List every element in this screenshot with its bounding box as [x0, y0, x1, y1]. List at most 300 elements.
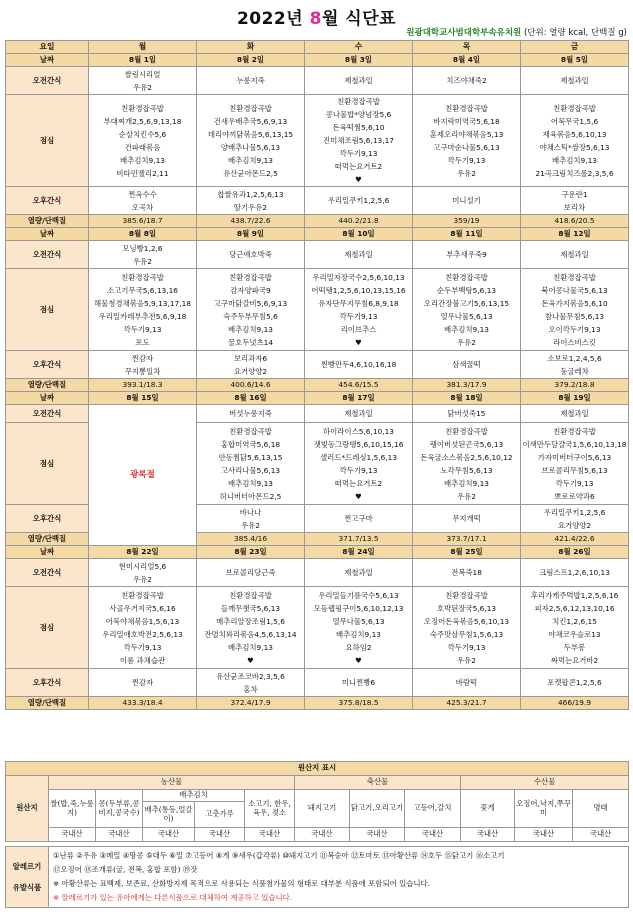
- am-snack-row: [6, 241, 629, 269]
- pm-snack-row: [6, 669, 629, 697]
- menu-item: 제철과일: [560, 76, 589, 85]
- menu-item: 제철과일: [344, 568, 373, 577]
- menu-item: 야채코우슬로13: [548, 629, 601, 639]
- menu-item: 우유2: [133, 574, 152, 584]
- menu-item: 양배추나물5,6,13: [220, 142, 281, 152]
- lunch-cell: [305, 423, 413, 505]
- calorie-row: [6, 215, 629, 228]
- origin-title: 원산지 표시: [6, 762, 629, 776]
- allergy-warning: ※ 알레르기가 있는 유아에게는 다른식품으로 대체하여 제공하고 있습니다.: [53, 893, 293, 902]
- menu-item: 찐옥수수: [128, 189, 157, 199]
- pm-snack-cell: [521, 187, 629, 215]
- menu-item: 순두부백탕5,6,13: [436, 285, 497, 295]
- calorie-cell: 418.6/20.5: [521, 215, 629, 228]
- pm-snack-cell: [305, 351, 413, 379]
- am-snack-cell: [413, 67, 521, 95]
- menu-item: 현미시리얼5,6: [118, 561, 167, 571]
- calorie-cell: 372.4/17.9: [197, 697, 305, 710]
- menu-item: 전복죽18: [451, 568, 482, 577]
- menu-item: 우유2: [457, 168, 476, 178]
- origin-value: 국내산: [350, 828, 405, 842]
- menu-item: 포켓팝콘1,2,5,6: [547, 678, 602, 687]
- menu-item: 딸기우유2: [233, 202, 268, 212]
- pm-snack-cell: [413, 187, 521, 215]
- origin-item-squid: 오징어,낙지,쭈꾸미: [515, 790, 573, 828]
- menu-item: 이색만두달걀국1,5,6,10,13,18: [522, 439, 627, 449]
- menu-item: 치킨1,2,6,15: [552, 616, 597, 626]
- menu-item: 고사리나물5,6,13: [220, 465, 281, 475]
- origin-label: 원산지: [6, 776, 49, 842]
- pm-snack-cell: [197, 351, 305, 379]
- pm-snack-cell: [413, 351, 521, 379]
- menu-item: 소보로1,2,4,5,6: [547, 353, 602, 363]
- allergy-label: [6, 847, 49, 908]
- date-row: [6, 228, 629, 241]
- menu-item: 숙주맛살무침1,5,6,13: [429, 629, 504, 639]
- menu-item: 돈육떡찜5,6,10: [332, 123, 385, 132]
- menu-item: 제철과일: [560, 409, 589, 418]
- menu-item: 데리야끼닭볶음5,6,13,15: [207, 129, 294, 139]
- menu-item: 후리가케주먹밥1,2,5,6,16: [530, 590, 619, 600]
- am-snack-row: [6, 559, 629, 587]
- allergy-content: [49, 847, 629, 908]
- pm-snack-cell: [305, 669, 413, 697]
- menu-item: 배추김치9,13: [443, 478, 489, 488]
- menu-item: 잿빛동그랑땡5,6,10,15,16: [313, 439, 404, 449]
- lunch-cell: [305, 95, 413, 187]
- menu-item: 깍두기9,13: [339, 465, 378, 475]
- am-snack-cell: [305, 67, 413, 95]
- date-cell: 8월 11일: [413, 228, 521, 241]
- menu-item: 깍두기9,13: [123, 642, 162, 652]
- menu-item: 유산균조코바2,3,5,6: [216, 671, 285, 681]
- calorie-cell: 371.7/13.5: [305, 533, 413, 546]
- menu-item: 찐고구마: [344, 514, 373, 523]
- lunch-cell: [197, 423, 305, 505]
- date-cell: 8월 16일: [197, 392, 305, 405]
- menu-item: 깍두기9,13: [123, 324, 162, 334]
- pm-snack-cell: [305, 505, 413, 533]
- am-snack-cell: [521, 241, 629, 269]
- date-cell: 8월 12일: [521, 228, 629, 241]
- allergy-label-line1: 알레르기: [12, 862, 42, 871]
- menu-item: 제철과일: [344, 250, 373, 259]
- pm-snack-cell: [413, 505, 521, 533]
- menu-item: 찹쌀유과1,2,5,6,13: [217, 189, 284, 199]
- origin-table: [5, 761, 629, 842]
- menu-item: 리이브추스: [340, 324, 377, 334]
- lunch-label: 점심: [6, 269, 89, 351]
- day-header: 화: [197, 41, 305, 54]
- am-snack-row: [6, 405, 629, 423]
- lunch-row: [6, 269, 629, 351]
- calorie-cell: 454.6/15.5: [305, 379, 413, 392]
- menu-item: 비타민젤리2,11: [116, 168, 169, 178]
- menu-item: 친환경잡곡밥: [445, 103, 488, 113]
- menu-item: 오곡차: [131, 202, 154, 212]
- lunch-row: [6, 95, 629, 187]
- lunch-cell: [521, 269, 629, 351]
- origin-value: 국내산: [245, 828, 295, 842]
- menu-item: 홍합미역국5,6,18: [220, 439, 281, 449]
- menu-item: 우유2: [133, 82, 152, 92]
- menu-item: 우유2: [457, 337, 476, 347]
- am-snack-cell: [197, 241, 305, 269]
- menu-item: 해물청경채볶음5,9,13,17,18: [94, 298, 191, 308]
- menu-item: 떠먹는요거트2: [334, 478, 383, 488]
- menu-item: 모닝빵1,2,6: [122, 243, 163, 253]
- date-row: [6, 392, 629, 405]
- menu-item: 미니설기: [452, 196, 481, 205]
- menu-item: 배추김치9,13: [227, 642, 273, 652]
- lunch-cell: [413, 269, 521, 351]
- menu-item: 호박된장국5,6,13: [436, 603, 497, 613]
- menu-item: 우유2: [241, 520, 260, 530]
- origin-item-mackerel: 고등어,갈치: [405, 790, 461, 828]
- menu-item: 모듬랩핑구이5,6,10,12,13: [313, 603, 404, 613]
- menu-item: 오리간장불고기5,6,13,15: [423, 298, 510, 308]
- am-snack-cell: [521, 67, 629, 95]
- menu-item: 부대찌개2,5,6,9,13,18: [103, 116, 182, 126]
- date-cell: 8월 9일: [197, 228, 305, 241]
- calorie-cell: 466/19.9: [521, 697, 629, 710]
- menu-item: 친환경잡곡밥: [121, 103, 164, 113]
- calorie-cell: 440.2/21.8: [305, 215, 413, 228]
- calorie-cell: 373.7/17.1: [413, 533, 521, 546]
- date-label: 날짜: [6, 228, 89, 241]
- menu-item: 제철과일: [344, 76, 373, 85]
- menu-item: 우유2: [457, 491, 476, 501]
- menu-item: 우유2: [133, 256, 152, 266]
- date-row: [6, 54, 629, 67]
- pm-snack-cell: [305, 187, 413, 215]
- calorie-label: 열량/단백질: [6, 533, 89, 546]
- menu-item: 보리차: [563, 202, 586, 212]
- menu-item: 들깨무챗국5,6,13: [220, 603, 281, 613]
- menu-item: 깍두기9,13: [339, 149, 378, 158]
- menu-item: 가자미버터구이5,6,13: [537, 452, 612, 462]
- lunch-cell: [89, 95, 197, 187]
- lunch-cell: [197, 587, 305, 669]
- origin-value: 국내산: [49, 828, 96, 842]
- menu-item: 둥굴레차: [560, 366, 589, 376]
- menu-item: 배추김치9,13: [227, 478, 273, 488]
- menu-item: 두부봉: [563, 642, 586, 652]
- calorie-cell: 385.4/16: [197, 533, 305, 546]
- calorie-cell: 421.4/22.6: [521, 533, 629, 546]
- pm-snack-cell: [521, 505, 629, 533]
- pm-snack-cell: [197, 187, 305, 215]
- menu-item: 제철과일: [344, 409, 373, 418]
- title-suffix: 월 식단표: [321, 9, 397, 29]
- origin-item-chili: 고춧가루: [195, 802, 245, 828]
- lunch-cell: [197, 269, 305, 351]
- menu-item: 친환경잡곡밥: [121, 272, 164, 282]
- menu-item: 순살치킨수5,6: [118, 129, 167, 139]
- pm-snack-cell: [413, 669, 521, 697]
- pm-snack-cell: [521, 351, 629, 379]
- menu-item: 찐감자: [131, 678, 154, 687]
- menu-item: 당근애호박죽: [229, 250, 272, 259]
- menu-item: 배추김치9,13: [443, 324, 489, 334]
- date-cell: 8월 22일: [89, 546, 197, 559]
- am-snack-cell: [521, 405, 629, 423]
- origin-item-kimchi: 배추김치: [143, 790, 245, 802]
- date-cell: 8월 18일: [413, 392, 521, 405]
- menu-item: 제철과일: [560, 250, 589, 259]
- pm-snack-row: [6, 187, 629, 215]
- holiday-cell: [89, 405, 197, 546]
- menu-item: 배추김치9,13: [335, 629, 381, 639]
- menu-item: 짜먹는요거바2: [550, 655, 599, 665]
- unit-note: (단위: 열량 kcal, 단백질 g): [521, 28, 627, 38]
- menu-item: 유자단무지무침6,8,9,18: [318, 298, 399, 308]
- lunch-cell: [413, 423, 521, 505]
- date-label: 날짜: [6, 392, 89, 405]
- menu-item: 꿀호두넛츠14: [227, 337, 274, 347]
- origin-value: 국내산: [195, 828, 245, 842]
- calorie-row: [6, 379, 629, 392]
- menu-item: 우리밀들기름국수5,6,13: [318, 590, 399, 600]
- lunch-cell: [413, 587, 521, 669]
- calorie-cell: 438.7/22.6: [197, 215, 305, 228]
- date-cell: 8월 1일: [89, 54, 197, 67]
- calorie-cell: 385.6/18.7: [89, 215, 197, 228]
- menu-item: 친환경잡곡밥: [553, 272, 596, 282]
- menu-item: 열무나물5,6,13: [440, 311, 493, 321]
- allergy-list-2: ⑰오징어 ⑱조개류(굴, 전복, 홍합 포함) ⑲잣: [53, 865, 198, 874]
- date-cell: 8월 4일: [413, 54, 521, 67]
- lunch-cell: [89, 269, 197, 351]
- origin-item-bean: 콩(두부류,콩비지,콩국수): [96, 790, 143, 828]
- pm-snack-row: [6, 351, 629, 379]
- menu-item: 오징어돈육볶음5,6,10,13: [423, 616, 510, 626]
- pm-snack-cell: [89, 187, 197, 215]
- menu-item: 우리밀카레부추전5,6,9,18: [98, 311, 187, 321]
- menu-item: 친환경잡곡밥: [445, 426, 488, 436]
- pm-snack-cell: [197, 669, 305, 697]
- lunch-cell: [521, 95, 629, 187]
- menu-item: 찐감자: [131, 353, 154, 363]
- lunch-cell: [305, 269, 413, 351]
- menu-item: 우리밀쿠키1,2,5,6: [327, 196, 390, 205]
- title-year: 2022년: [236, 9, 310, 29]
- calorie-cell: 433.3/18.4: [89, 697, 197, 710]
- menu-item: 배추김치9,13: [551, 155, 597, 165]
- date-cell: 8월 23일: [197, 546, 305, 559]
- calorie-cell: 379.2/18.8: [521, 379, 629, 392]
- menu-item: 브로콜리당근죽: [225, 568, 276, 577]
- date-cell: 8월 8일: [89, 228, 197, 241]
- menu-item: 우리밀쿠키1,2,5,6: [543, 507, 606, 517]
- menu-item: 닭버섯죽15: [447, 409, 486, 418]
- calorie-cell: 359/19: [413, 215, 521, 228]
- menu-item: 돈육굴소스볶음2,5,6,10,12: [420, 452, 513, 462]
- menu-item: 버섯누룽지죽: [229, 409, 272, 418]
- lunch-cell: [305, 587, 413, 669]
- menu-item: 깍두기9,13: [447, 155, 486, 165]
- menu-item: 돈육가지볶음5,6,10: [541, 298, 608, 308]
- origin-item-chicken: 닭고기,오리고기: [350, 790, 405, 828]
- am-snack-cell: [89, 67, 197, 95]
- menu-item: 열무나물5,6,13: [332, 616, 385, 626]
- menu-item: 구운란1: [561, 189, 588, 199]
- menu-item: 팽이버섯된곤국5,6,13: [429, 439, 504, 449]
- date-cell: 8월 25일: [413, 546, 521, 559]
- day-label: 요일: [6, 41, 89, 54]
- menu-item: 깍두기9,13: [447, 642, 486, 652]
- menu-item: 샐러드*드레싱1,5,6,13: [319, 452, 398, 462]
- menu-item: 깍두기9,13: [555, 478, 594, 488]
- menu-item: 친환경잡곡밥: [337, 97, 380, 106]
- date-cell: 8월 26일: [521, 546, 629, 559]
- menu-item: 깍두기9,13: [339, 311, 378, 321]
- menu-item: 우리밀애호박전2,5,6,13: [102, 629, 183, 639]
- menu-item: 유산균아몬드2,5: [223, 168, 278, 178]
- lunch-cell: [89, 587, 197, 669]
- menu-item: 바나나: [239, 507, 262, 517]
- menu-item: 포도: [135, 337, 150, 347]
- day-header: 목: [413, 41, 521, 54]
- calorie-cell: 375.8/18.5: [305, 697, 413, 710]
- allergy-note: ※ 아황산류는 표백제, 보존료, 산화방지제 목적으로 사용되는 식품첨가물의 형태로 대부분 식품에 포함되어 있습니다.: [53, 879, 430, 888]
- am-snack-cell: [89, 241, 197, 269]
- holiday-label: 광복절: [130, 469, 155, 480]
- menu-item: 브로콜리무침5,6,13: [541, 465, 608, 475]
- date-cell: 8월 10일: [305, 228, 413, 241]
- menu-item: 잔멸치꽈리볶음4,5,6,13,14: [204, 629, 297, 639]
- calorie-cell: 393.1/18.3: [89, 379, 197, 392]
- day-header: 수: [305, 41, 413, 54]
- origin-value: 국내산: [461, 828, 515, 842]
- calorie-label: 열량/단백질: [6, 215, 89, 228]
- day-header: 금: [521, 41, 629, 54]
- menu-item: 북어콩나물국5,6,13: [541, 285, 608, 295]
- menu-item: 21곡크림치즈롤2,3,5,6: [535, 168, 614, 178]
- am-snack-cell: [305, 241, 413, 269]
- am-snack-label: 오전간식: [6, 405, 89, 423]
- menu-item: 배추김치9,13: [119, 155, 165, 165]
- date-label: 날짜: [6, 54, 89, 67]
- origin-value: 국내산: [515, 828, 573, 842]
- calorie-label: 열량/단백질: [6, 379, 89, 392]
- menu-item: 이롬 과채습관: [119, 655, 166, 665]
- date-cell: 8월 5일: [521, 54, 629, 67]
- menu-item: ♥: [355, 175, 362, 184]
- origin-item-pollock: 명태: [573, 790, 629, 828]
- menu-item: 치즈야채죽2: [446, 76, 487, 85]
- lunch-label: 점심: [6, 95, 89, 187]
- am-snack-cell: [197, 405, 305, 423]
- am-snack-cell: [305, 405, 413, 423]
- menu-item: 어떡탱1,2,5,6,10,13,15,16: [311, 285, 406, 295]
- pm-snack-label: 오후간식: [6, 505, 89, 533]
- date-cell: 8월 3일: [305, 54, 413, 67]
- menu-item: 보리과자6: [233, 353, 268, 363]
- menu-item: 오이깍두기9,13: [548, 324, 601, 334]
- am-snack-cell: [89, 559, 197, 587]
- am-snack-label: 오전간식: [6, 559, 89, 587]
- menu-item: 미니찐빵6: [341, 678, 376, 687]
- am-snack-cell: [413, 559, 521, 587]
- menu-item: 무지개떡: [452, 514, 481, 523]
- menu-item: 배추김치9,13: [227, 155, 273, 165]
- pm-snack-label: 오후간식: [6, 351, 89, 379]
- lunch-row: [6, 587, 629, 669]
- menu-item: 친환경잡곡밥: [229, 103, 272, 113]
- menu-item: 고구마순나물5,6,13: [433, 142, 500, 152]
- menu-item: 감자양파국9: [230, 285, 271, 295]
- menu-item: 사골우거지국5,6,16: [109, 603, 176, 613]
- menu-item: 떠먹는요거트2: [334, 162, 383, 171]
- menu-item: 친환경잡곡밥: [121, 590, 164, 600]
- menu-item: 쌀링시리얼: [124, 69, 161, 79]
- menu-item: 하이라이스5,6,10,13: [323, 426, 394, 436]
- date-cell: 8월 19일: [521, 392, 629, 405]
- menu-item: 친환경잡곡밥: [229, 272, 272, 282]
- pm-snack-label: 오후간식: [6, 669, 89, 697]
- menu-item: 친환경잡곡밥: [229, 426, 272, 436]
- menu-item: 건새우배추국5,6,9,13: [213, 116, 288, 126]
- origin-value: 국내산: [405, 828, 461, 842]
- day-header-row: [6, 41, 629, 54]
- lunch-cell: [521, 423, 629, 505]
- menu-item: 어묵무국1,5,6: [550, 116, 599, 126]
- menu-item: 꾸지뽕일차: [124, 366, 161, 376]
- menu-item: 친환경잡곡밥: [229, 590, 272, 600]
- menu-table: [5, 40, 629, 710]
- origin-group-seafood: 수산물: [461, 776, 629, 790]
- date-cell: 8월 15일: [89, 392, 197, 405]
- lunch-cell: [197, 95, 305, 187]
- menu-item: 친환경잡곡밥: [445, 590, 488, 600]
- pm-snack-label: 오후간식: [6, 187, 89, 215]
- am-snack-label: 오전간식: [6, 67, 89, 95]
- menu-item: 찐빵만두4,6,10,16,18: [320, 360, 397, 369]
- school-name: 원광대학교사범대학부속유치원: [406, 28, 522, 38]
- pm-snack-cell: [89, 669, 197, 697]
- menu-item: 바람떡: [455, 678, 478, 687]
- menu-item: 콩나물밥*양념장5,6: [325, 110, 392, 119]
- menu-item: 안동찜닭5,6,13,15: [218, 452, 283, 462]
- pm-snack-cell: [521, 669, 629, 697]
- date-row: [6, 546, 629, 559]
- menu-item: 피자2,5,6,12,13,10,16: [534, 603, 615, 613]
- am-snack-cell: [197, 559, 305, 587]
- calorie-cell: 425.3/21.7: [413, 697, 521, 710]
- calorie-cell: 400.6/14.6: [197, 379, 305, 392]
- menu-item: 우리밀자장국수2,5,6,10,13: [312, 272, 405, 282]
- menu-item: 소고기무국5,6,13,16: [107, 285, 178, 295]
- date-label: 날짜: [6, 546, 89, 559]
- menu-item: 크림스프1,2,6,10,13: [539, 568, 610, 577]
- school-info: [406, 26, 627, 38]
- origin-value: 국내산: [573, 828, 629, 842]
- origin-value: 국내산: [295, 828, 350, 842]
- lunch-cell: [521, 587, 629, 669]
- menu-item: 바지락미역국5,6,18: [433, 116, 500, 126]
- calorie-row: [6, 697, 629, 710]
- menu-item: 훈제오리야채볶음5,13: [429, 129, 504, 139]
- date-cell: 8월 24일: [305, 546, 413, 559]
- menu-item: 친환경잡곡밥: [553, 103, 596, 113]
- calorie-label: 열량/단백질: [6, 697, 89, 710]
- menu-item: ♥: [355, 655, 362, 665]
- menu-item: 누룽지죽: [236, 76, 265, 85]
- menu-item: 노각무침5,6,13: [440, 465, 493, 475]
- menu-item: 진미채조림5,6,13,17: [323, 136, 394, 145]
- lunch-label: 점심: [6, 423, 89, 505]
